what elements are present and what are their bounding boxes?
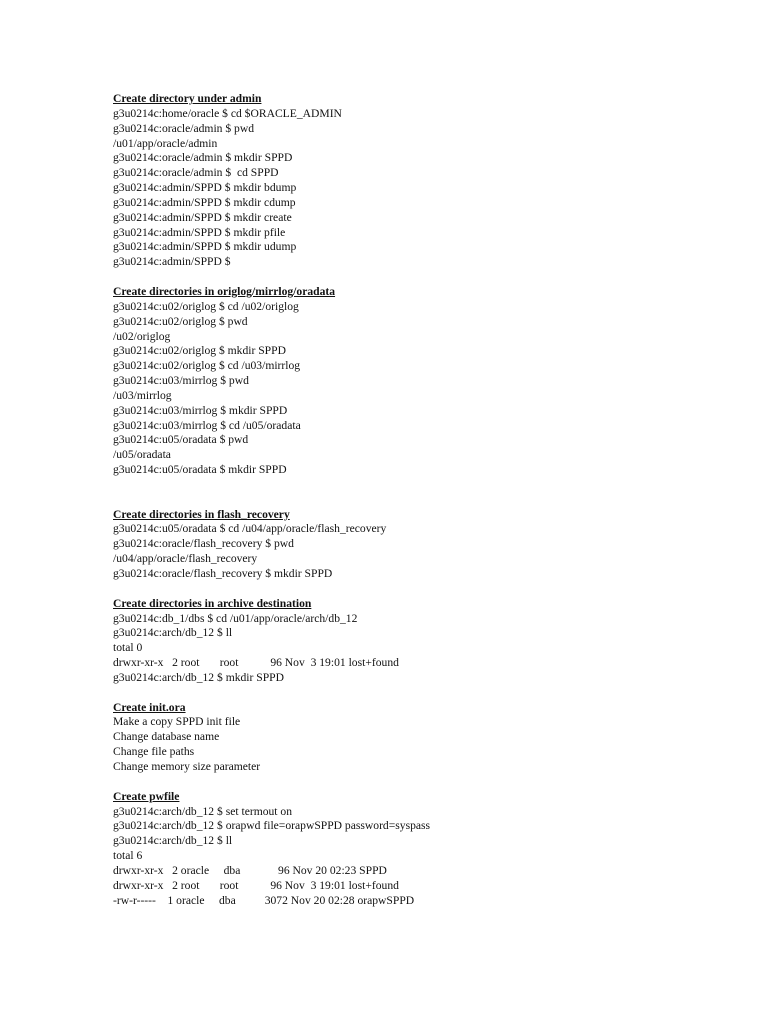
instruction-line: Change database name bbox=[113, 730, 220, 744]
command-line: g3u0214c:u05/oradata $ mkdir SPPD bbox=[113, 463, 287, 477]
command-line: g3u0214c:u03/mirrlog $ mkdir SPPD bbox=[113, 403, 288, 417]
section-heading: Create directory under admin bbox=[113, 92, 262, 105]
output-line: /u03/mirrlog bbox=[113, 388, 172, 402]
command-line: g3u0214c:arch/db_12 $ orapwd file=orapwSPPD password=syspass bbox=[113, 819, 431, 833]
command-line: g3u0214c:admin/SPPD $ mkdir udump bbox=[113, 240, 297, 254]
command-line: g3u0214c:arch/db_12 $ mkdir SPPD bbox=[113, 670, 285, 684]
command-line: g3u0214c:u02/origlog $ mkdir SPPD bbox=[113, 344, 286, 358]
section-log-data-directories bbox=[113, 285, 733, 478]
section-heading: Create pwfile bbox=[113, 789, 180, 803]
output-line: total 6 bbox=[113, 849, 143, 863]
output-line: total 0 bbox=[113, 641, 143, 655]
section-heading: Create directories in archive destination bbox=[113, 596, 312, 610]
output-line: drwxr-xr-x 2 root root 96 Nov 3 19:01 lost+found bbox=[113, 878, 399, 892]
command-line: g3u0214c:u05/oradata $ cd /u04/app/oracle/flash_recovery bbox=[113, 522, 387, 536]
output-line: drwxr-xr-x 2 oracle dba 96 Nov 20 02:23 SPPD bbox=[113, 863, 387, 877]
section-flash-recovery bbox=[113, 508, 733, 582]
output-line: /u05/oradata bbox=[113, 448, 171, 462]
command-line: g3u0214c:admin/SPPD $ mkdir create bbox=[113, 210, 292, 224]
command-line: g3u0214c:oracle/admin $ pwd bbox=[113, 121, 255, 135]
command-line: g3u0214c:u02/origlog $ cd /u03/mirrlog bbox=[113, 359, 301, 373]
command-line: g3u0214c:u02/origlog $ pwd bbox=[113, 314, 248, 328]
section-pwfile bbox=[113, 790, 733, 909]
blank-line bbox=[113, 686, 733, 701]
command-line: g3u0214c:arch/db_12 $ set termout on bbox=[113, 804, 293, 818]
command-line: g3u0214c:home/oracle $ cd $ORACLE_ADMIN bbox=[113, 106, 342, 120]
section-heading: Create directories in origlog/mirrlog/oradata bbox=[113, 284, 336, 298]
section-heading: Create directories in flash_recovery bbox=[113, 507, 290, 521]
command-line: g3u0214c:arch/db_12 $ ll bbox=[113, 834, 233, 848]
command-line: g3u0214c:u05/oradata $ pwd bbox=[113, 433, 249, 447]
command-line: g3u0214c:arch/db_12 $ ll bbox=[113, 626, 233, 640]
output-line: /u01/app/oracle/admin bbox=[113, 136, 218, 150]
blank-line bbox=[113, 582, 733, 597]
command-line: g3u0214c:db_1/dbs $ cd /u01/app/oracle/arch/db_12 bbox=[113, 611, 358, 625]
blank-line bbox=[113, 775, 733, 790]
section-init-ora bbox=[113, 701, 733, 775]
command-line: g3u0214c:admin/SPPD $ mkdir cdump bbox=[113, 195, 296, 209]
command-line: g3u0214c:oracle/admin $ cd SPPD bbox=[113, 166, 279, 180]
command-line: g3u0214c:admin/SPPD $ mkdir pfile bbox=[113, 225, 286, 239]
command-line: g3u0214c:u03/mirrlog $ pwd bbox=[113, 374, 249, 388]
instruction-line: Change memory size parameter bbox=[113, 759, 261, 773]
command-line: g3u0214c:admin/SPPD $ mkdir bdump bbox=[113, 181, 297, 195]
blank-line bbox=[113, 270, 733, 285]
output-line: /u04/app/oracle/flash_recovery bbox=[113, 552, 258, 566]
command-line: g3u0214c:u02/origlog $ cd /u02/origlog bbox=[113, 299, 299, 313]
output-line: -rw-r----- 1 oracle dba 3072 Nov 20 02:28 orapwSPPD bbox=[113, 893, 415, 907]
section-admin-directories bbox=[113, 92, 733, 270]
blank-lines bbox=[113, 478, 733, 508]
output-line: /u02/origlog bbox=[113, 329, 171, 343]
document-page bbox=[113, 92, 733, 908]
section-heading: Create init.ora bbox=[113, 700, 186, 714]
instruction-line: Change file paths bbox=[113, 745, 195, 759]
command-line: g3u0214c:oracle/admin $ mkdir SPPD bbox=[113, 151, 293, 165]
output-line: drwxr-xr-x 2 root root 96 Nov 3 19:01 lost+found bbox=[113, 656, 399, 670]
command-line: g3u0214c:admin/SPPD $ bbox=[113, 255, 231, 269]
section-archive-destination bbox=[113, 597, 733, 686]
command-line: g3u0214c:u03/mirrlog $ cd /u05/oradata bbox=[113, 418, 301, 432]
instruction-line: Make a copy SPPD init file bbox=[113, 715, 241, 729]
command-line: g3u0214c:oracle/flash_recovery $ pwd bbox=[113, 537, 294, 551]
command-line: g3u0214c:oracle/flash_recovery $ mkdir SPPD bbox=[113, 567, 333, 580]
